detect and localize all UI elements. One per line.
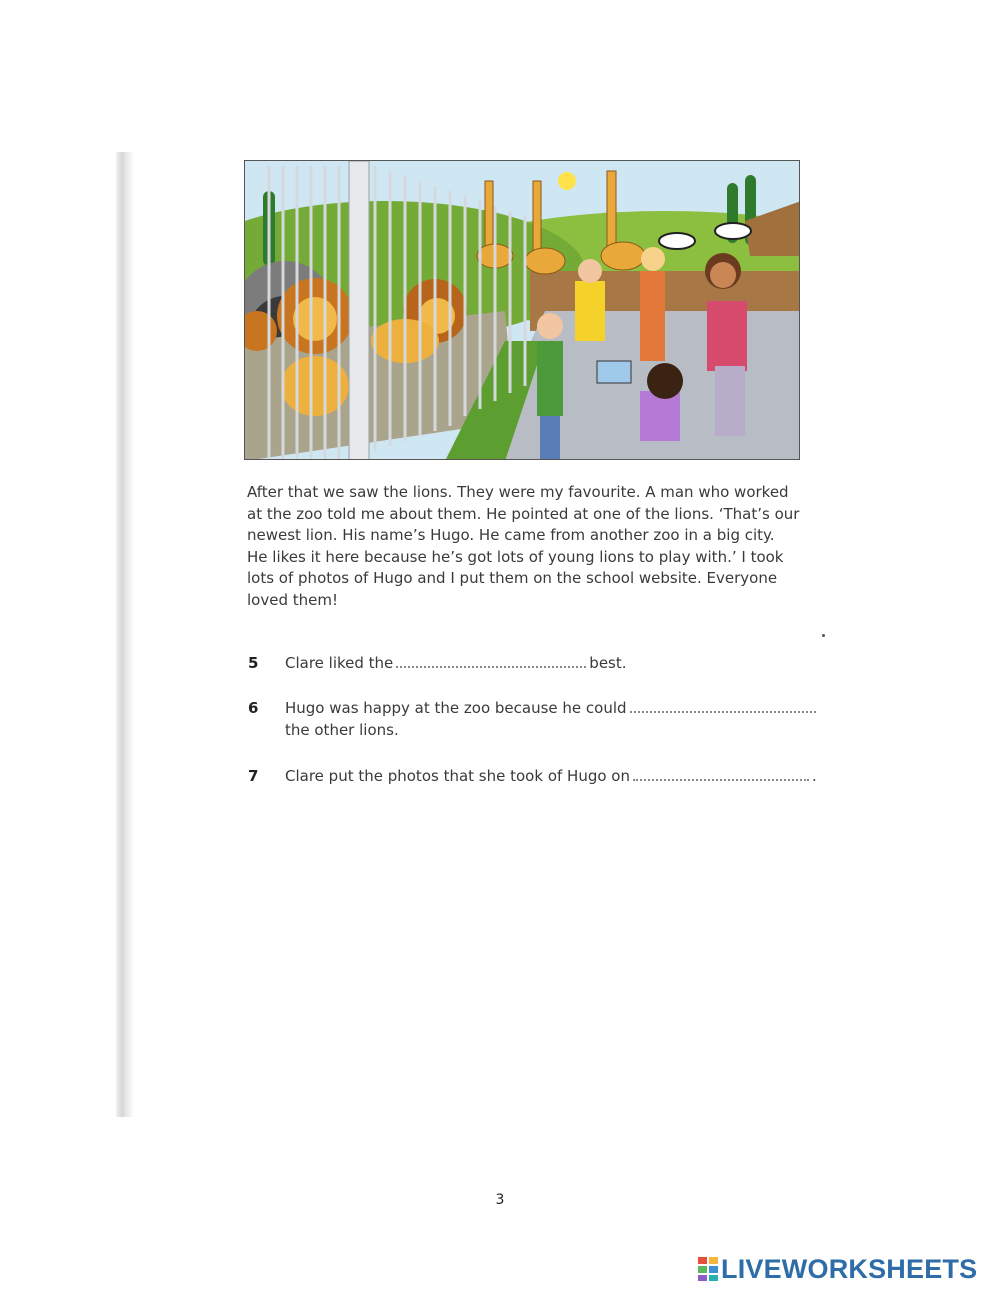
question-text (285, 765, 825, 787)
passage-line: newest lion. His name’s Hugo. He came from another zoo in a big city. (247, 526, 775, 544)
question-text-after: the other lions. (285, 721, 399, 739)
question-number: 6 (248, 699, 259, 717)
question-number: 7 (248, 767, 259, 785)
question-5 (248, 652, 828, 676)
passage-line: After that we saw the lions. They were my favourite. A man who worked (247, 483, 789, 501)
brand-name: LIVEWORKSHEETS (721, 1253, 978, 1284)
answer-blank-7[interactable] (633, 765, 809, 781)
question-text (285, 652, 825, 674)
question-text-after: . (811, 767, 817, 785)
passage-line: He likes it here because he’s got lots of young lions to play with.’ I took (247, 547, 784, 566)
question-6 (248, 697, 828, 745)
answer-blank-5[interactable] (396, 652, 586, 668)
question-text-before: Clare put the photos that she took of Hugo on (285, 767, 630, 785)
question-number: 5 (248, 654, 259, 672)
reading-passage (247, 482, 807, 611)
liveworksheets-logo-icon (697, 1256, 719, 1282)
passage-line: loved them! (247, 590, 338, 609)
answer-blank-6[interactable] (630, 697, 816, 713)
question-text-after: best. (589, 654, 627, 672)
question-text (285, 697, 825, 741)
stray-mark (822, 634, 825, 637)
page-number: 3 (495, 1192, 505, 1208)
passage-line: lots of photos of Hugo and I put them on the school website. Everyone (247, 569, 778, 587)
scan-edge-shadow (116, 152, 134, 1117)
passage-line: at the zoo told me about them. He pointed at one of the lions. ‘That’s our (247, 504, 800, 523)
question-text-before: Clare liked the (285, 654, 394, 672)
zoo-lions-illustration (244, 160, 800, 460)
question-7 (248, 765, 828, 789)
liveworksheets-logo[interactable] (697, 1254, 977, 1284)
question-text-before: Hugo was happy at the zoo because he could (285, 699, 627, 717)
